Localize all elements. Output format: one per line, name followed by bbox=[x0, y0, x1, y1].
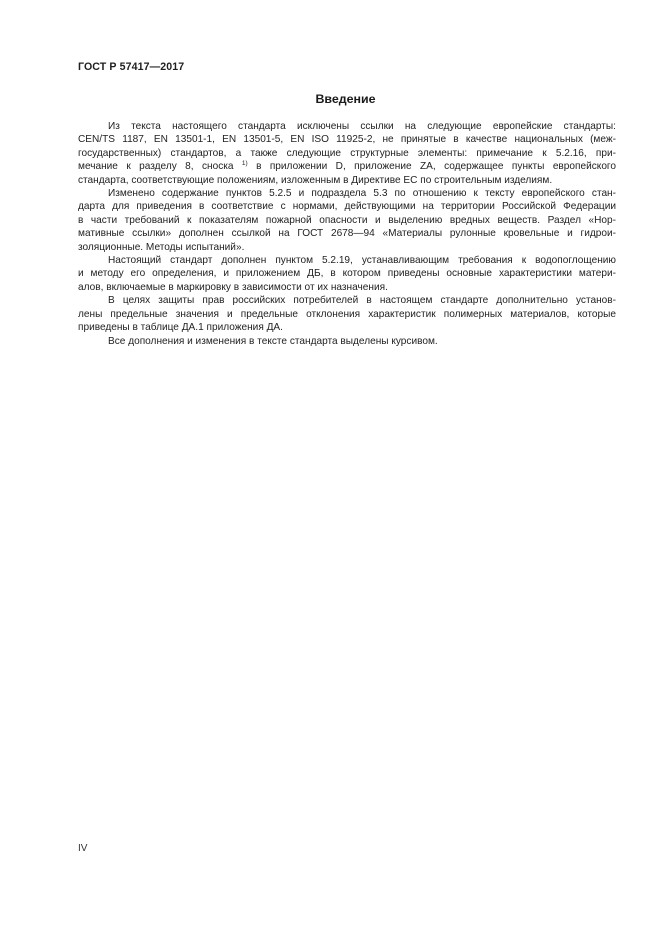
paragraph-added-clause bbox=[78, 254, 616, 294]
paragraph-consumer-protection bbox=[78, 294, 616, 334]
paragraph-italic-note bbox=[78, 335, 616, 348]
text-fragment: мечание к разделу 8, сноска bbox=[78, 161, 242, 173]
text-line: Изменено содержание пунктов 5.2.5 и подраздела 5.3 по отношению к тексту европейского стан- bbox=[108, 188, 616, 200]
text-line-with-footnote bbox=[78, 160, 616, 173]
text-line: Настоящий стандарт дополнен пунктом 5.2.19, устанавливающим требования к водопоглощению bbox=[108, 255, 616, 267]
text-line: приведены в таблице ДА.1 приложения ДА. bbox=[78, 322, 283, 334]
text-line: государственных) стандартов, а также следующие структурные элементы: примечание к 5.2.16, при- bbox=[78, 147, 616, 159]
document-id-header: ГОСТ Р 57417—2017 bbox=[78, 61, 185, 73]
section-title: Введение bbox=[315, 92, 376, 106]
text-line: мативные ссылки» дополнен ссылкой на ГОСТ 2678—94 «Материалы рулонные кровельные и гидрои- bbox=[78, 228, 616, 240]
text-line: стандарта, соответствующие положениям, изложенным в Директиве ЕС по строительным изделиям. bbox=[78, 174, 553, 186]
text-line: в части требований к показателям пожарной опасности и выделению вредных веществ. Раздел «Нор- bbox=[78, 214, 616, 226]
text-line: Из текста настоящего стандарта исключены ссылки на следующие европейские стандарты: bbox=[108, 121, 616, 132]
text-line: золяционные. Методы испытаний». bbox=[78, 241, 245, 253]
text-line: CEN/TS 1187, EN 13501-1, EN 13501-5, EN ISO 11925-2, не принятые в качестве национальных (меж- bbox=[78, 134, 616, 146]
text-line: и методу его определения, и приложением ДБ, в котором приведены основные характеристики матери- bbox=[78, 268, 616, 280]
footnote-marker: 1) bbox=[241, 160, 248, 168]
text-line: лены предельные значения и предельные отклонения характеристик полимерных материалов, которые bbox=[78, 308, 616, 320]
text-line: алов, включаемые в маркировку в зависимости от их назначения. bbox=[78, 281, 388, 293]
paragraph-excluded-references bbox=[78, 120, 616, 187]
introduction-body bbox=[78, 120, 616, 348]
text-fragment: в приложении D, приложение ZA, содержащее пункты европейского bbox=[247, 161, 617, 173]
text-line: В целях защиты прав российских потребителей в настоящем стандарте дополнительно установ- bbox=[108, 295, 616, 307]
page-number: IV bbox=[78, 843, 88, 854]
paragraph-changed-clauses bbox=[78, 187, 616, 254]
text-line: дарта для приведения в соответствие с нормами, действующими на территории Российской Федерации bbox=[78, 201, 616, 213]
text-line: Все дополнения и изменения в тексте стандарта выделены курсивом. bbox=[108, 335, 438, 347]
